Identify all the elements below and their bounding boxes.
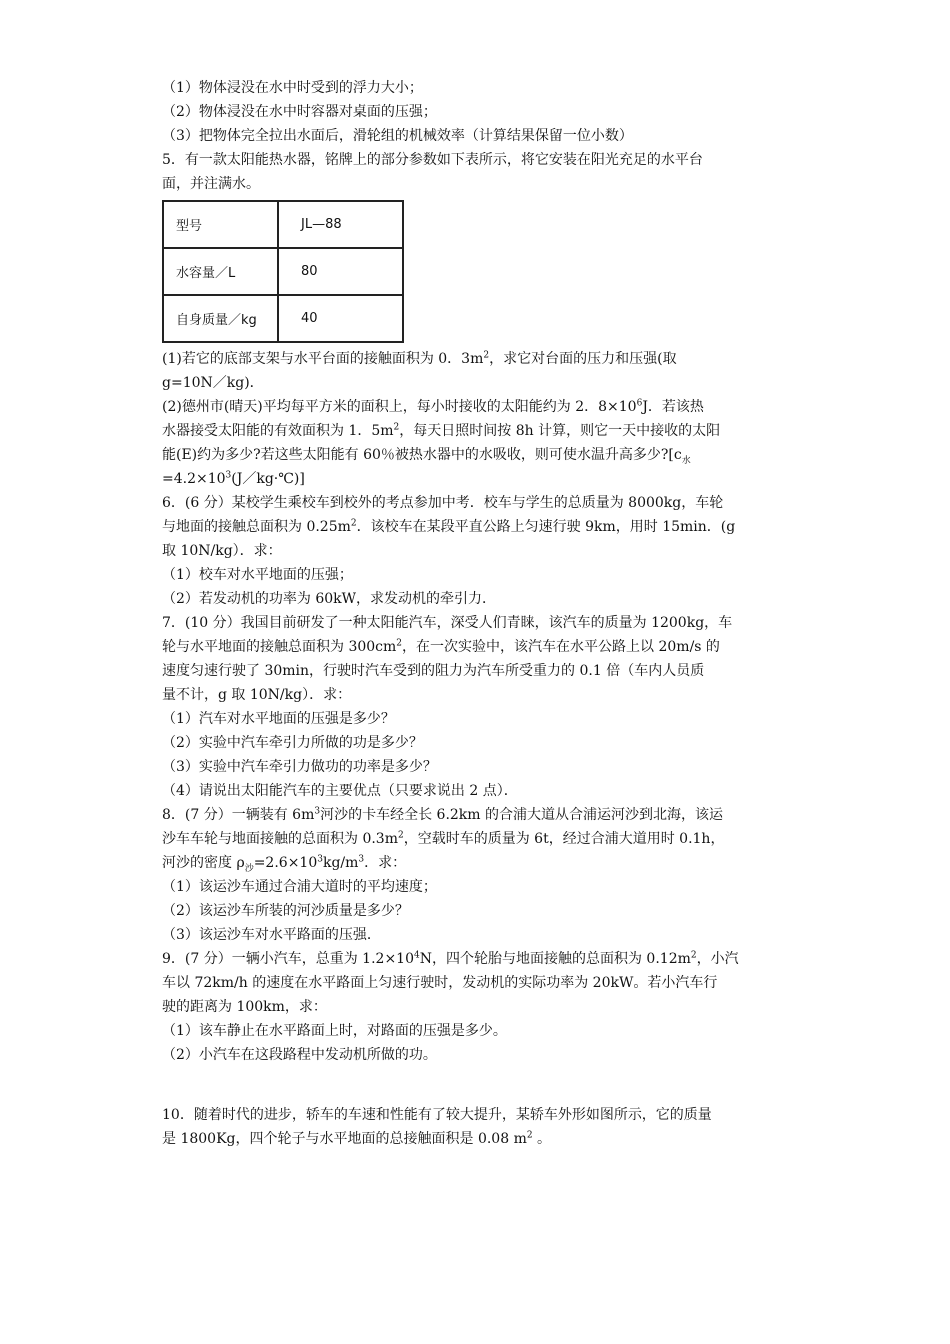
spec-value-model: JL—88 [278,201,403,248]
spec-key-mass: 自身质量／kg [163,295,278,342]
q7-part-3: （3）实验中汽车牵引力做功的功率是多少？ [162,759,437,775]
q7-part-2: （2）实验中汽车牵引力所做的功是多少？ [162,735,423,751]
q8-part-1: （1）该运沙车通过合浦大道时的平均速度； [162,879,437,895]
q9-part-1: （1）该车静止在水平路面上时，对路面的压强是多少。 [162,1023,507,1039]
q9-line-1: 9．(7 分）一辆小汽车，总重为 $1.2\times 10^4N$，四个轮胎与地面接触的总面积为 $0.12m^2$，小汽 [162,950,739,967]
q5-part-1-line-2: g=10N／kg)． [162,375,264,391]
q8-line-2: 沙车车轮与地面接触的总面积为 $0.3m^2$，空载时车的质量为 6t，经过合浦大道用时 0.1h， [162,830,725,847]
q5-part-1-line-1: (1)若它的底部支架与水平台面的接触面积为 0．$3m^2$，求它对台面的压力和压强(取 [162,350,677,367]
q6-line-1: 6．(6 分）某校学生乘校车到校外的考点参加中考．校车与学生的总质量为 8000kg，车轮 [162,495,724,511]
q5-intro-line-2: 面，并注满水。 [162,176,260,192]
q8-line-1: 8．(7 分）一辆装有 $6m^3$河沙的卡车经全长 6.2km 的合浦大道从合浦运河沙到北海，该运 [162,806,724,823]
q9-part-2: （2）小汽车在这段路程中发动机所做的功。 [162,1047,437,1063]
spacer [162,1067,802,1103]
q10-line-2: 是 1800Kg，四个轮子与水平地面的总接触面积是 0.08 $m^2$ 。 [162,1130,552,1147]
q8-part-3: （3）该运沙车对水平路面的压强． [162,927,381,943]
q10-line-1: 10．随着时代的进步，轿车的车速和性能有了较大提升，某轿车外形如图所示，它的质量 [162,1107,712,1123]
table-row [163,248,403,295]
q5-part-2-line-4: $=4.2\times 10^3(J/kg\cdot℃)$] [162,470,305,487]
q9-line-3: 驶的距离为 100km，求： [162,999,327,1015]
q7-part-1: （1）汽车对水平地面的压强是多少？ [162,711,395,727]
q6-part-1: （1）校车对水平地面的压强； [162,567,353,583]
q5-part-2-line-2: 水器接受太阳能的有效面积为 1．$5m^2$，每天日照时间按 8h 计算，则它一天中接收的太阳 [162,422,721,439]
spec-value-mass: 40 [278,295,403,342]
q6-part-2: （2）若发动机的功率为 60kW，求发动机的牵引力． [162,591,497,607]
spec-value-capacity: 80 [278,248,403,295]
q7-line-4: 量不计，g 取 10N/kg）．求： [162,687,352,703]
q7-line-1: 7．(10 分）我国目前研发了一种太阳能汽车，深受人们青睐，该汽车的质量为 1200kg，车 [162,615,733,631]
q4-part-3: （3）把物体完全拉出水面后，滑轮组的机械效率（计算结果保留一位小数） [162,128,633,144]
q6-line-3: 取 10N/kg）．求： [162,543,282,559]
q8-part-2: （2）该运沙车所装的河沙质量是多少？ [162,903,409,919]
q7-line-2: 轮与水平地面的接触总面积为 $300cm^2$，在一次实验中，该汽车在水平公路上以 20m/s 的 [162,638,720,655]
q5-intro-line-1: 5．有一款太阳能热水器，铭牌上的部分参数如下表所示，将它安装在阳光充足的水平台 [162,152,703,168]
q4-part-2: （2）物体浸没在水中时容器对桌面的压强； [162,104,437,120]
table-row [163,201,403,248]
table-row [163,295,403,342]
spec-key-capacity: 水容量／L [163,248,278,295]
q4-part-1: （1）物体浸没在水中时受到的浮力大小； [162,80,423,96]
q5-part-2-line-3: 能(E)约为多少?若这些太阳能有 60％被热水器中的水吸收，则可使水温升高多少$?[c_水$ [162,447,691,466]
q8-line-3: 河沙的密度 $\rho_沙=2.6\times 10^3kg/m^3$．求： [162,854,407,874]
q7-line-3: 速度匀速行驶了 30min，行驶时汽车受到的阻力为汽车所受重力的 0.1 倍（车内人员质 [162,663,705,679]
q6-line-2: 与地面的接触总面积为 $0.25m^2$．该校车在某段平直公路上匀速行驶 9km，用时 15min．(g [162,518,736,535]
q9-line-2: 车以 72km/h 的速度在水平路面上匀速行驶时，发动机的实际功率为 20kW。若小汽车行 [162,975,718,991]
q5-spec-table [162,200,404,343]
spec-key-model: 型号 [163,201,278,248]
document-page [162,76,802,1151]
q7-part-4: （4）请说出太阳能汽车的主要优点（只要求说出 2 点）． [162,783,518,799]
q5-part-2-line-1: (2)德州市(晴天)平均每平方米的面积上，每小时接收的太阳能约为 2．$8\times 10^6J$．若该热 [162,398,704,415]
